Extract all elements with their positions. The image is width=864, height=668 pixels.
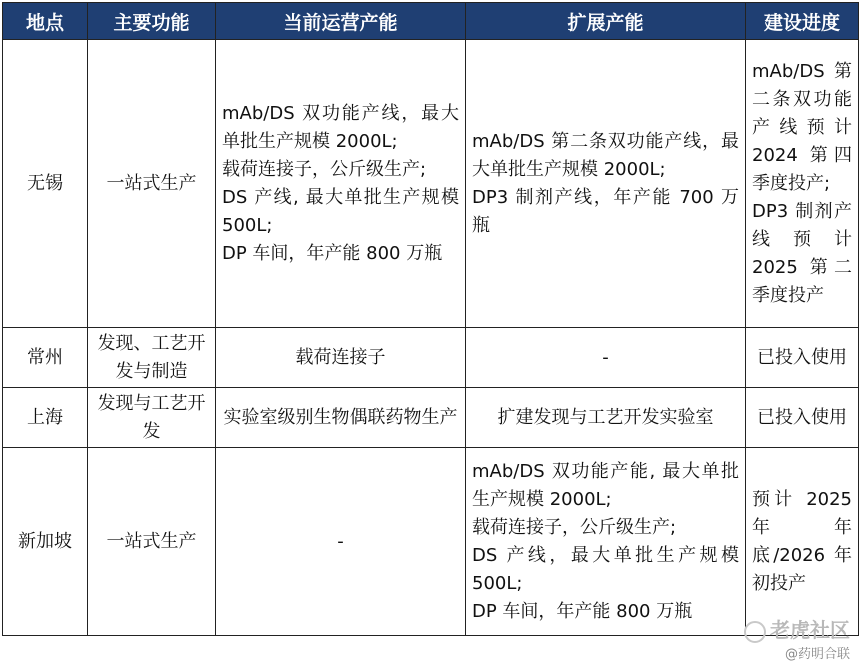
cell-progress bbox=[746, 40, 859, 328]
cell-progress: 已投入使用 bbox=[746, 328, 859, 388]
cell-location: 上海 bbox=[3, 388, 88, 448]
cell-line: DP 车间，年产能 800 万瓶 bbox=[472, 600, 693, 622]
cell-line: DS 产线, 最大单批生产规模 500L; bbox=[222, 186, 459, 236]
cell-line: mAb/DS 第二条双功能产线预计 2024 第四季度投产; bbox=[752, 60, 852, 194]
cell-line: mAb/DS 双功能产线，最大单批生产规模 2000L; bbox=[222, 102, 459, 152]
cell-progress: 已投入使用 bbox=[746, 388, 859, 448]
table-row bbox=[3, 388, 859, 448]
header-location: 地点 bbox=[3, 3, 88, 40]
cell-expansion-capacity: - bbox=[466, 328, 746, 388]
watermark-brand: 老虎社区 bbox=[770, 617, 850, 642]
cell-line: DP 车间，年产能 800 万瓶 bbox=[222, 242, 443, 264]
header-progress: 建设进度 bbox=[746, 3, 859, 40]
table-row bbox=[3, 40, 859, 328]
capacity-table bbox=[2, 2, 859, 636]
cell-function: 一站式生产 bbox=[88, 40, 216, 328]
cell-line: DP3 制剂产线，年产能 700 万瓶 bbox=[472, 186, 739, 236]
table-row bbox=[3, 448, 859, 636]
cell-line: DP3 制剂产线预计 2025 第二季度投产 bbox=[752, 200, 852, 306]
cell-line: 载荷连接子，公斤级生产; bbox=[222, 158, 427, 180]
cell-current-capacity bbox=[216, 40, 466, 328]
cell-location: 新加坡 bbox=[3, 448, 88, 636]
cell-line: mAb/DS 第二条双功能产线，最大单批生产规模 2000L; bbox=[472, 130, 739, 180]
watermark-sub: @药明合联 bbox=[784, 647, 850, 662]
cell-location: 无锡 bbox=[3, 40, 88, 328]
cell-function: 一站式生产 bbox=[88, 448, 216, 636]
watermark-brand-line bbox=[744, 614, 850, 644]
cell-location: 常州 bbox=[3, 328, 88, 388]
cell-line: DS 产线，最大单批生产规模 500L; bbox=[472, 544, 739, 594]
cell-expansion-capacity bbox=[466, 448, 746, 636]
header-function: 主要功能 bbox=[88, 3, 216, 40]
header-expansion-capacity: 扩展产能 bbox=[466, 3, 746, 40]
cell-line: mAb/DS 双功能产能, 最大单批生产规模 2000L; bbox=[472, 460, 739, 510]
cell-current-capacity: 实验室级别生物偶联药物生产 bbox=[216, 388, 466, 448]
cell-function: 发现与工艺开发 bbox=[88, 388, 216, 448]
cell-line: 载荷连接子，公斤级生产; bbox=[472, 516, 677, 538]
cell-current-capacity: - bbox=[216, 448, 466, 636]
cell-function: 发现、工艺开发与制造 bbox=[88, 328, 216, 388]
cell-expansion-capacity: 扩建发现与工艺开发实验室 bbox=[466, 388, 746, 448]
cell-progress: 预计 2025 年年底/2026 年初投产 bbox=[746, 448, 859, 636]
cell-current-capacity: 载荷连接子 bbox=[216, 328, 466, 388]
tiger-logo-icon bbox=[744, 621, 766, 643]
header-row bbox=[3, 3, 859, 40]
watermark bbox=[744, 614, 850, 663]
cell-expansion-capacity bbox=[466, 40, 746, 328]
header-current-capacity: 当前运营产能 bbox=[216, 3, 466, 40]
table-row bbox=[3, 328, 859, 388]
